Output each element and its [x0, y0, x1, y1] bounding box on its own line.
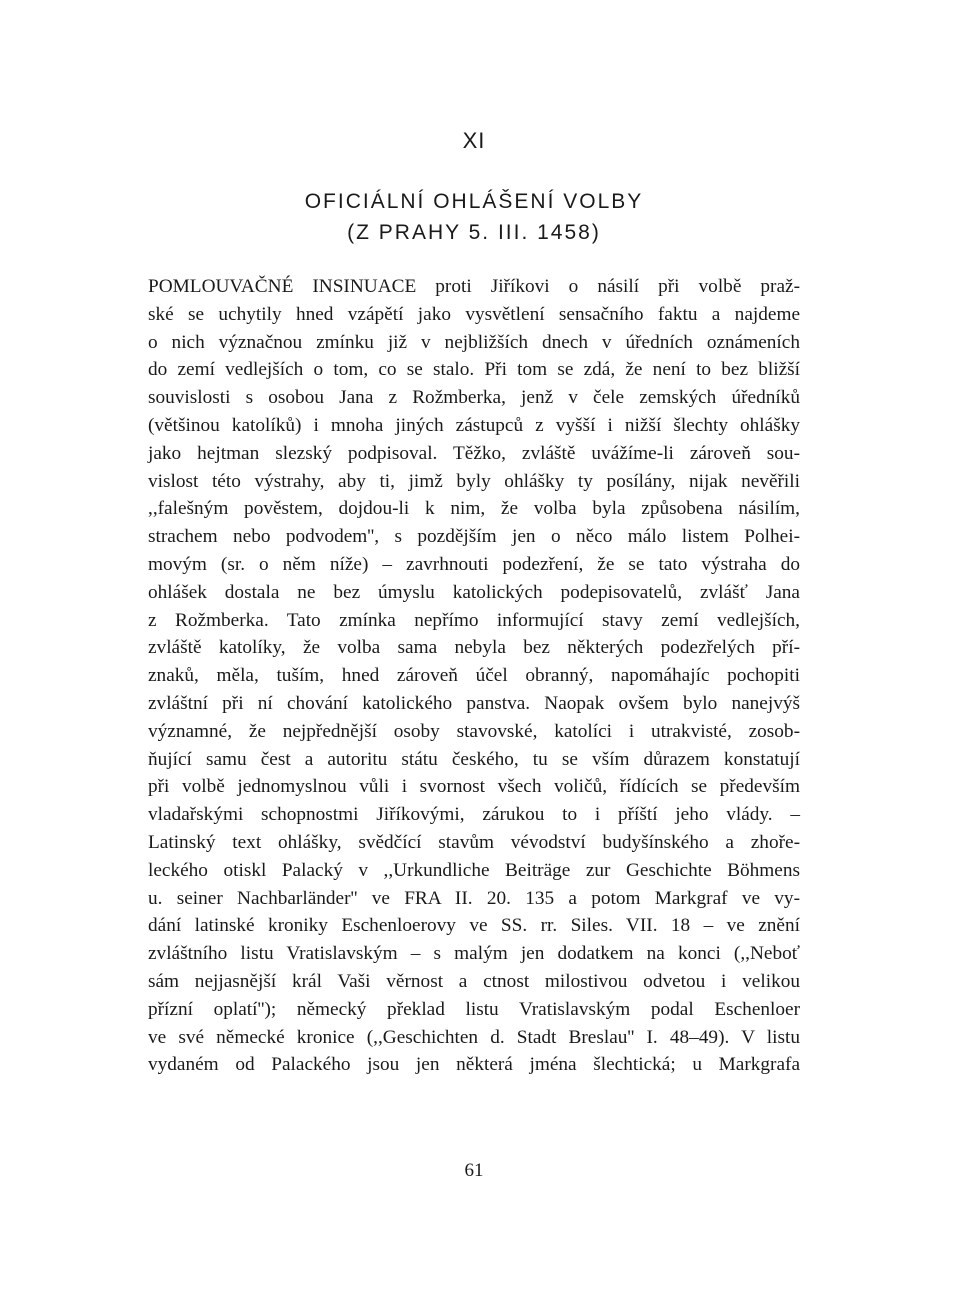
- text-line: vladařskými schopnostmi Jiříkovými, zárukou to i příští jeho vlády. –: [148, 804, 800, 826]
- text-line: ohlášek dostala ne bez úmyslu katolických podepisovatelů, zvlášť Jana: [148, 581, 800, 603]
- text-line: (většinou katolíků) i mnoha jiných zástupců z vyšší i nižší šlechty ohlášky: [148, 414, 800, 436]
- text-line: sám nejjasnější král Vaši věrnost a ctnost milostivou odvetou i velikou: [148, 970, 800, 992]
- chapter-number: XI: [462, 128, 486, 153]
- text-line: ňující samu čest a autoritu státu českého, tu se vším důrazem konstatují: [148, 748, 800, 770]
- text-line: movým (sr. o něm níže) – zavrhnouti podezření, že se tato výstraha do: [148, 553, 800, 575]
- text-line: dání latinské kroniky Eschenloerovy ve SS. rr. Siles. VII. 18 – ve znění: [148, 915, 800, 937]
- text-line: zvláště katolíky, že volba sama nebyla bez některých podezřelých pří-: [148, 637, 800, 659]
- text-line: strachem nebo podvodem'', s pozdějším jen o něco málo listem Polhei-: [148, 526, 800, 548]
- text-line: POMLOUVAČNÉ INSINUACE proti Jiříkovi o násilí při volbě praž-: [148, 276, 800, 297]
- text-line: zvláštního listu Vratislavským – s malým jen dodatkem na konci (,,Neboť: [148, 943, 800, 965]
- text-line: souvislosti s osobou Jana z Rožmberka, jenž v čele zemských úředníků: [148, 387, 800, 409]
- text-line: zvláštní při ní chování katolického panstva. Naopak ovšem bylo nanejvýš: [148, 692, 800, 714]
- text-line: ve své německé kronice (,,Geschichten d. Stadt Breslau'' I. 48–49). V listu: [148, 1026, 800, 1048]
- body-paragraph: [148, 273, 800, 1079]
- text-line: Latinský text ohlášky, svědčící stavům vévodství budyšínského a zhoře-: [148, 831, 800, 853]
- text-line: ské se uchytily hned vzápětí jako vysvětlení sensačního faktu a najdeme: [148, 303, 800, 325]
- text-line: u. seiner Nachbarländer'' ve FRA II. 20. 135 a potom Markgraf ve vy-: [148, 887, 800, 909]
- text-line: přízní oplatí''); německý překlad listu Vratislavským podal Eschenloer: [148, 998, 800, 1020]
- book-page: [148, 0, 800, 1307]
- page-number: 61: [464, 1160, 484, 1181]
- text-line: z Rožmberka. Tato zmínka nepřímo informující stavy zemí vedlejších,: [148, 609, 800, 631]
- text-line: vislost této výstrahy, aby ti, jimž byly ohlášky ty posílány, nijak nevěřili: [148, 470, 800, 492]
- text-line: do zemí vedlejších o tom, co se stalo. Při tom se zdá, že není to bez bližší: [148, 359, 800, 381]
- text-line: ,,falešným pověstem, dojdou-li k nim, že volba byla způsobena násilím,: [148, 498, 800, 520]
- text-line: významné, že nejpřednější osoby stavovské, katolíci i utrakvisté, zosob-: [148, 720, 800, 742]
- chapter-title-line-2: (Z PRAHY 5. III. 1458): [347, 221, 601, 244]
- text-line: vydaném od Palackého jsou jen některá jména šlechtická; u Markgrafa: [148, 1054, 800, 1076]
- chapter-title-line-1: OFICIÁLNÍ OHLÁŠENÍ VOLBY: [304, 190, 644, 213]
- text-line: při volbě jednomyslnou vůli i svornost všech voličů, řídících se především: [148, 776, 800, 798]
- text-line: jako hejtman slezský podpisoval. Těžko, zvláště uvážíme-li zároveň sou-: [148, 442, 800, 464]
- text-line: leckého otiskl Palacký v ,,Urkundliche Beiträge zur Geschichte Böhmens: [148, 859, 800, 881]
- text-line: o nich význačnou zmínku již v nejbližších dnech v úředních oznámeních: [148, 331, 800, 353]
- text-line: znaků, měla, tuším, hned zároveň účel obranný, napomáhajíc pochopiti: [148, 665, 800, 687]
- chapter-title: [148, 186, 800, 248]
